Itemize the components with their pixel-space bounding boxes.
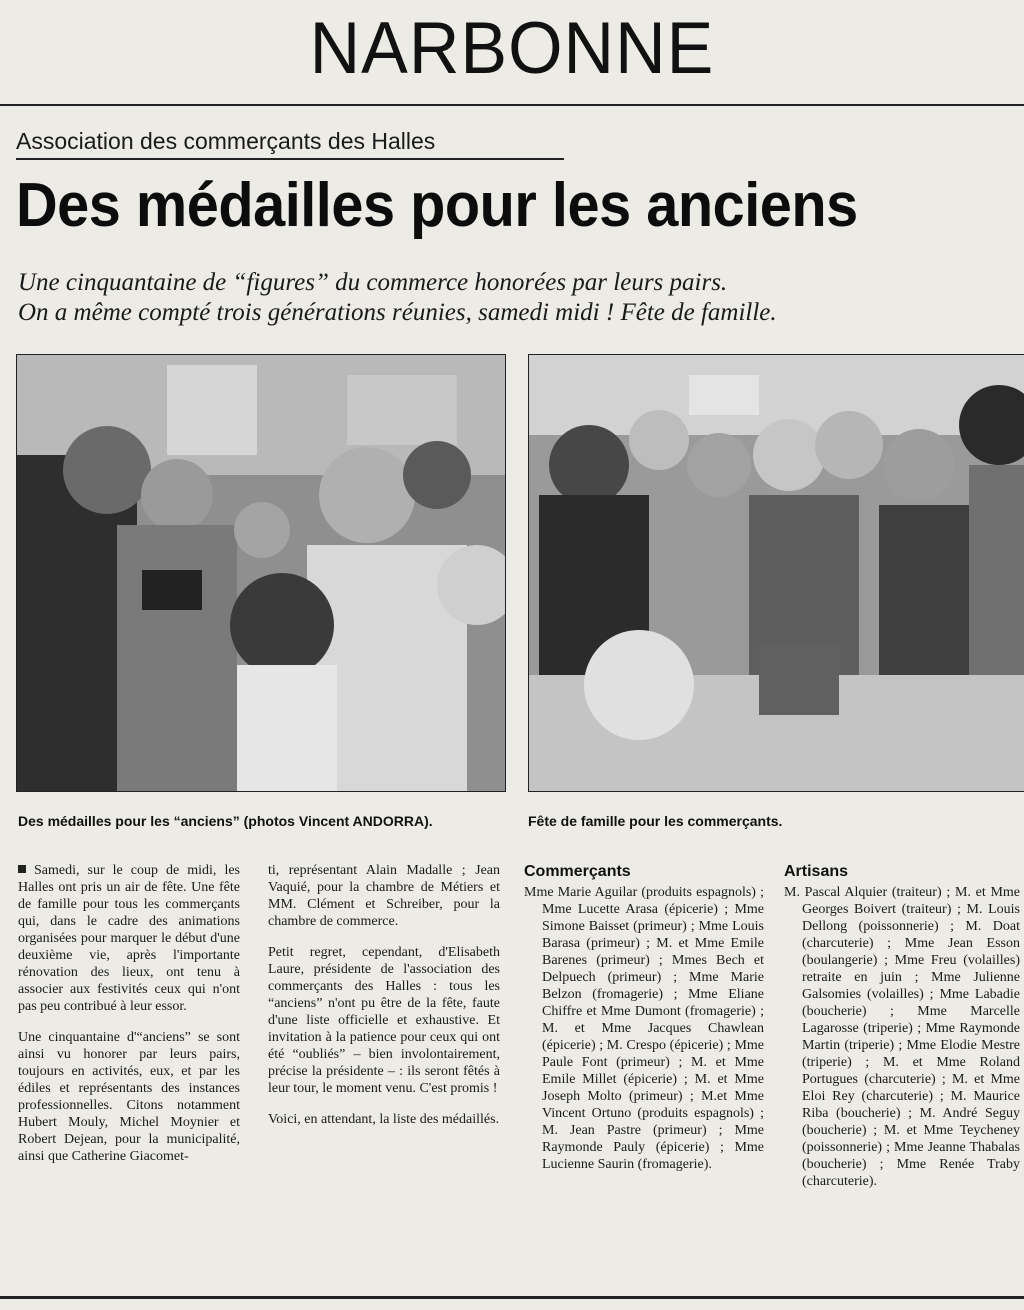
article-paragraph: ti, représentant Alain Madalle ; Jean Vaquié, pour la chambre de Métiers et MM. Clément et Schreiber, pour la chambre de commerce. [268, 863, 500, 929]
artisans-list [784, 862, 1020, 1190]
headline: Des médailles pour les anciens [16, 171, 858, 240]
photo-family-celebration [528, 354, 1024, 792]
article-paragraph [18, 862, 240, 1015]
artisans-heading: Artisans [784, 863, 849, 880]
standfirst [18, 268, 1018, 328]
commercants-heading: Commerçants [524, 863, 631, 880]
kicker-underline [16, 158, 564, 160]
bottom-divider [0, 1296, 1024, 1299]
standfirst-line-1: Une cinquantaine de “figures” du commerce honorées par leurs pairs. [18, 269, 728, 296]
masthead-divider [0, 104, 1024, 106]
article-column-1 [18, 862, 240, 1179]
article-column-2 [268, 862, 500, 1142]
standfirst-line-2: On a même compté trois générations réunies, samedi midi ! Fête de famille. [18, 299, 777, 326]
photo-caption-right: Fête de famille pour les commerçants. [528, 813, 783, 829]
artisans-names: M. Pascal Alquier (traiteur) ; M. et Mme Georges Boivert (traiteur) ; M. Louis Dellong (poissonnerie) ; M. Doat (charcuterie) ; Mme Jean Esson (boulangerie) ; Mme Freu (volailles) retraite en juin ; Mme Julienne Galsomies (volailles) ; Mme Labadie (boucherie) ; Mme Marcelle Lagarosse (triperie) ; Mme Raymonde Martin (triperie) ; Mme Elodie Mestre (triperie) ; M. et Mme Roland Portugues (charcuterie) ; M. et Mme Eloi Rey (charcuterie) ; M. Maurice Riba (boucherie) ; M. André Seguy (boucherie) ; M. et Mme Teycheney (poissonnerie) ; Mme Jeanne Thabalas (boucherie) ; Mme Renée Traby (charcuterie). [784, 885, 1020, 1189]
kicker: Association des commerçants des Halles [16, 128, 436, 154]
commercants-names: Mme Marie Aguilar (produits espagnols) ; Mme Lucette Arasa (épicerie) ; Mme Simone Baisset (primeur) ; Mme Louis Barasa (primeur) ; M. et Mme Emile Barenes (primeur) ; Mmes Bech et Delpuech (primeur) ; Mme Marie Belzon (fromagerie) ; Mme Eliane Chiffre et Mme Dumont (fromagerie) ; M. et Mme Jacques Chawlean (épicerie) ; M. Crespo (épicerie) ; Mme Paule Font (primeur) ; M. et Mme Emile Millet (épicerie) ; M. et Mme Joseph Molto (primeur) ; M.et Mme Vincent Ortuno (produits espagnols) ; M. Jean Pastre (primeur) ; Mme Raymonde Pauly (épicerie) ; Mme Lucienne Saurin (fromagerie). [524, 885, 764, 1172]
article-paragraph: Une cinquantaine d'“anciens” se sont ainsi vu honorer par leurs pairs, toujours en activités, eux, et par les édiles et représentants des instances professionnelles. Citons notamment Hubert Mouly, Michel Moynier et Robert Dejean, pour la municipalité, ainsi que Catherine Giacomet- [18, 1030, 240, 1164]
article-paragraph: Voici, en attendant, la liste des médaillés. [268, 1112, 500, 1127]
photo-caption-left: Des médailles pour les “anciens” (photos Vincent ANDORRA). [18, 813, 433, 829]
article-paragraph: Petit regret, cependant, d'Elisabeth Laure, présidente de l'association des commerçants des Halles : tous les “anciens” n'ont pu être de la fête, faute d'une liste officielle et exhaustive. Et invitation à la patience pour ceux qui ont été “oubliés” – bien involontairement, précise la présidente – : ils seront fêtés à leur tour, le moment venu. C'est promis ! [268, 945, 500, 1096]
article-paragraph-text: Samedi, sur le coup de midi, les Halles ont pris un air de fête. Une fête de famille pour tous les commerçants qui, dans le cadre des animations organisées pour marquer le début d'une deuxième vie, après l'importante rénovation des lieux, ont tenu à associer aux festivités ceux qui n'ont pas peu contribué à leur essor. [18, 863, 240, 1014]
bullet-mark [18, 865, 26, 873]
photo-medal-ceremony [16, 354, 506, 792]
commercants-list [524, 862, 764, 1173]
masthead: NARBONNE [309, 6, 715, 89]
